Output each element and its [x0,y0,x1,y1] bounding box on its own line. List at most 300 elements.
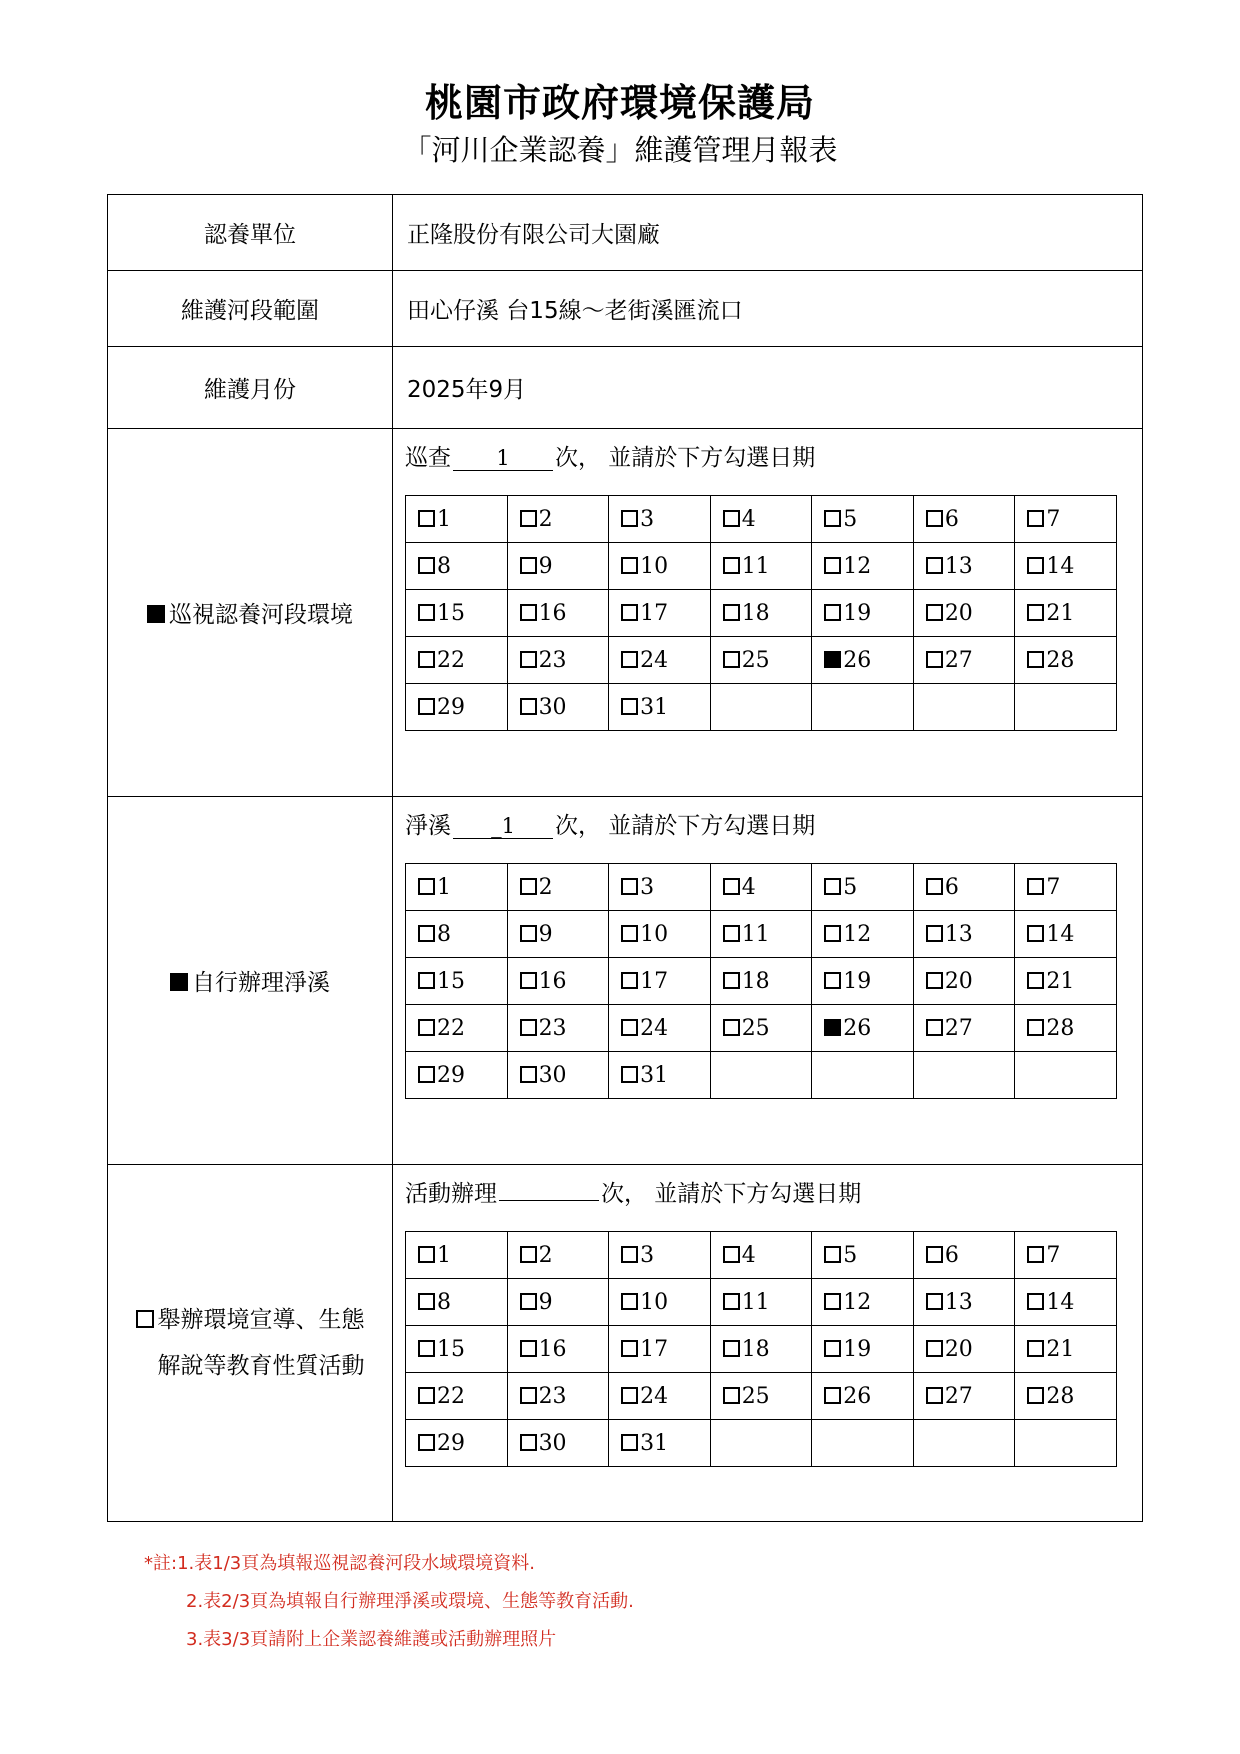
range-label: 維護河段範圍 [108,271,393,347]
day-number: 8 [437,553,451,579]
day-number: 27 [944,1015,973,1041]
day-number: 8 [437,1289,451,1315]
day-checkbox[interactable] [926,604,943,621]
day-checkbox[interactable] [621,925,638,942]
day-checkbox[interactable] [926,878,943,895]
day-cell [710,637,812,684]
day-checkbox[interactable] [418,1340,435,1357]
day-checkbox[interactable] [723,1387,740,1404]
day-number: 31 [640,1062,669,1088]
day-cell [507,1005,609,1052]
date-grid [405,863,1117,1099]
day-checkbox[interactable] [824,651,841,668]
day-cell [406,496,508,543]
day-cell [1015,1232,1117,1279]
day-cell [609,958,711,1005]
day-checkbox[interactable] [723,878,740,895]
day-number: 12 [843,1289,872,1315]
day-number: 31 [640,694,669,720]
day-cell [1015,1326,1117,1373]
day-cell [1015,496,1117,543]
day-cell [913,1232,1015,1279]
section-label: 巡視認養河段環境 [108,429,393,797]
day-checkbox[interactable] [926,1387,943,1404]
day-cell [609,543,711,590]
day-checkbox[interactable] [418,1434,435,1451]
day-checkbox[interactable] [621,1066,638,1083]
section-label: 自行辦理淨溪 [108,797,393,1165]
day-cell [406,543,508,590]
day-checkbox[interactable] [418,557,435,574]
day-number: 27 [944,647,973,673]
day-number: 19 [843,600,872,626]
day-number: 14 [1046,921,1075,947]
day-number: 7 [1046,874,1061,900]
day-cell [710,911,812,958]
day-cell [1015,1279,1117,1326]
day-checkbox[interactable] [723,651,740,668]
empty-cell [1015,1420,1117,1467]
day-checkbox[interactable] [926,1246,943,1263]
empty-cell [913,1420,1015,1467]
day-number: 25 [741,647,770,673]
day-cell [710,1326,812,1373]
day-checkbox[interactable] [621,1246,638,1263]
day-checkbox[interactable] [824,925,841,942]
day-checkbox[interactable] [1027,1019,1044,1036]
day-number: 11 [741,1289,770,1315]
day-cell [609,1232,711,1279]
day-checkbox[interactable] [520,510,537,527]
day-cell [1015,911,1117,958]
day-number: 5 [843,874,858,900]
day-checkbox[interactable] [418,510,435,527]
day-cell [913,637,1015,684]
day-cell [812,590,914,637]
day-cell [609,1005,711,1052]
day-number: 16 [538,600,567,626]
section-checkbox[interactable] [136,1310,154,1328]
day-cell [710,1279,812,1326]
day-number: 22 [437,1383,465,1409]
day-number: 3 [640,874,655,900]
count-field[interactable]: _1 [453,814,553,839]
day-number: 9 [538,921,553,947]
day-cell [913,496,1015,543]
day-checkbox[interactable] [723,972,740,989]
day-number: 28 [1046,1383,1075,1409]
day-number: 12 [843,553,872,579]
day-cell [507,496,609,543]
section-heading: 淨溪 _1 次， 並請於下方勾選日期 [405,813,816,839]
day-checkbox[interactable] [1027,557,1044,574]
empty-cell [812,684,914,731]
day-cell [913,864,1015,911]
day-checkbox[interactable] [621,1340,638,1357]
day-checkbox[interactable] [520,604,537,621]
day-checkbox[interactable] [926,925,943,942]
day-number: 13 [944,1289,973,1315]
unit-label: 認養單位 [108,195,393,271]
day-cell [1015,1005,1117,1052]
day-number: 30 [538,1062,567,1088]
section-heading: 巡查 1 次， 並請於下方勾選日期 [405,445,816,471]
section-patrol [108,429,1143,797]
day-cell [913,1326,1015,1373]
day-cell [406,590,508,637]
day-checkbox[interactable] [621,510,638,527]
day-checkbox[interactable] [418,698,435,715]
day-checkbox[interactable] [824,972,841,989]
day-cell [812,864,914,911]
day-number: 6 [944,874,959,900]
day-checkbox[interactable] [723,1293,740,1310]
day-cell [1015,864,1117,911]
day-number: 8 [437,921,451,947]
day-cell [609,1052,711,1099]
day-checkbox[interactable] [1027,1387,1044,1404]
day-number: 29 [437,1430,465,1456]
day-number: 18 [741,600,770,626]
day-cell [812,1232,914,1279]
day-checkbox[interactable] [520,925,537,942]
day-number: 22 [437,647,465,673]
day-checkbox[interactable] [1027,972,1044,989]
day-checkbox[interactable] [520,1293,537,1310]
page-subtitle: 「河川企業認養」維護管理月報表 [402,133,838,167]
day-cell [406,684,508,731]
day-checkbox[interactable] [824,557,841,574]
day-checkbox[interactable] [621,604,638,621]
day-cell [406,1052,508,1099]
day-number: 11 [741,553,770,579]
day-number: 3 [640,1242,655,1268]
day-cell [609,864,711,911]
day-checkbox[interactable] [621,1019,638,1036]
day-cell [913,1373,1015,1420]
day-number: 28 [1046,647,1075,673]
day-cell [609,1279,711,1326]
day-cell [507,1052,609,1099]
day-number: 17 [640,1336,669,1362]
day-cell [710,1005,812,1052]
day-cell [812,1279,914,1326]
note-2: 2.表2/3頁為填報自行辦理淨溪或環境、生態等教育活動. [186,1591,634,1612]
date-grid [405,495,1117,731]
footnotes [144,1545,634,1659]
day-checkbox[interactable] [520,972,537,989]
day-checkbox[interactable] [621,1293,638,1310]
day-cell [406,1279,508,1326]
empty-cell [913,1052,1015,1099]
day-cell [609,496,711,543]
day-cell [406,1420,508,1467]
count-field[interactable]: 1 [453,446,553,471]
day-checkbox[interactable] [520,1066,537,1083]
day-number: 26 [843,1015,872,1041]
day-checkbox[interactable] [520,1019,537,1036]
day-checkbox[interactable] [418,1387,435,1404]
day-checkbox[interactable] [418,925,435,942]
day-number: 9 [538,553,553,579]
day-cell [913,1279,1015,1326]
day-number: 11 [741,921,770,947]
section-cleanup [108,797,1143,1165]
day-checkbox[interactable] [520,1434,537,1451]
day-checkbox[interactable] [621,1434,638,1451]
day-cell [609,1326,711,1373]
day-checkbox[interactable] [1027,878,1044,895]
day-checkbox[interactable] [1027,925,1044,942]
day-checkbox[interactable] [418,878,435,895]
day-cell [406,637,508,684]
day-number: 6 [944,1242,959,1268]
day-number: 15 [437,600,465,626]
day-cell [609,637,711,684]
day-checkbox[interactable] [824,1019,841,1036]
day-number: 20 [944,968,973,994]
day-checkbox[interactable] [824,1293,841,1310]
day-checkbox[interactable] [824,1340,841,1357]
day-cell [406,1232,508,1279]
day-cell [507,864,609,911]
day-checkbox[interactable] [926,1019,943,1036]
day-cell [406,911,508,958]
day-number: 12 [843,921,872,947]
day-checkbox[interactable] [621,651,638,668]
day-number: 27 [944,1383,973,1409]
day-cell [406,1373,508,1420]
page-title: 桃園市政府環境保護局 [424,81,815,125]
day-checkbox[interactable] [926,557,943,574]
day-checkbox[interactable] [418,1293,435,1310]
day-cell [710,864,812,911]
day-cell [507,543,609,590]
day-number: 13 [944,921,973,947]
day-cell [812,1373,914,1420]
day-cell [406,958,508,1005]
day-cell [710,1232,812,1279]
range-value: 田心仔溪 台15線～老街溪匯流口 [393,271,1143,347]
day-cell [406,1326,508,1373]
day-number: 17 [640,968,669,994]
day-checkbox[interactable] [520,1340,537,1357]
day-cell [609,684,711,731]
empty-cell [1015,1052,1117,1099]
section-label: 舉辦環境宣導、生態 解說等教育性質活動 [108,1165,393,1522]
day-number: 7 [1046,1242,1061,1268]
empty-cell [812,1052,914,1099]
day-cell [913,1005,1015,1052]
section-checkbox[interactable] [147,605,165,623]
day-number: 23 [538,647,567,673]
day-cell [710,543,812,590]
day-checkbox[interactable] [723,925,740,942]
day-number: 10 [640,921,669,947]
day-number: 25 [741,1015,770,1041]
day-number: 23 [538,1015,567,1041]
day-number: 16 [538,968,567,994]
day-cell [609,1373,711,1420]
day-checkbox[interactable] [418,1066,435,1083]
day-number: 10 [640,553,669,579]
day-checkbox[interactable] [723,1340,740,1357]
empty-cell [710,1052,812,1099]
day-checkbox[interactable] [1027,1340,1044,1357]
day-number: 3 [640,506,655,532]
empty-cell [710,1420,812,1467]
day-number: 19 [843,1336,872,1362]
section-heading: 活動辦理 次， 並請於下方勾選日期 [405,1181,862,1207]
day-cell [1015,958,1117,1005]
day-checkbox[interactable] [418,1246,435,1263]
day-number: 26 [843,647,872,673]
day-number: 30 [538,1430,567,1456]
day-cell [507,590,609,637]
day-checkbox[interactable] [520,698,537,715]
day-checkbox[interactable] [926,1340,943,1357]
day-checkbox[interactable] [926,510,943,527]
day-number: 25 [741,1383,770,1409]
day-number: 19 [843,968,872,994]
day-cell [913,958,1015,1005]
day-cell [609,590,711,637]
day-number: 15 [437,1336,465,1362]
day-cell [1015,590,1117,637]
empty-cell [913,684,1015,731]
day-number: 24 [640,1383,669,1409]
day-number: 24 [640,1015,669,1041]
day-checkbox[interactable] [926,972,943,989]
day-number: 1 [437,506,451,532]
count-field[interactable] [499,1200,599,1201]
day-cell [812,1005,914,1052]
day-checkbox[interactable] [520,651,537,668]
day-checkbox[interactable] [621,878,638,895]
day-number: 20 [944,600,973,626]
day-checkbox[interactable] [520,557,537,574]
day-checkbox[interactable] [723,1019,740,1036]
day-cell [812,1326,914,1373]
day-cell [406,864,508,911]
empty-cell [710,684,812,731]
day-cell [710,590,812,637]
report-table [107,194,1143,1522]
day-checkbox[interactable] [1027,1293,1044,1310]
day-checkbox[interactable] [1027,604,1044,621]
day-cell [507,911,609,958]
day-checkbox[interactable] [621,972,638,989]
day-number: 4 [741,506,756,532]
day-number: 21 [1046,600,1075,626]
day-cell [812,958,914,1005]
day-checkbox[interactable] [418,651,435,668]
day-checkbox[interactable] [621,1387,638,1404]
day-number: 5 [843,506,858,532]
month-value: 2025年9月 [393,347,1143,429]
day-cell [507,1420,609,1467]
day-checkbox[interactable] [824,1387,841,1404]
day-checkbox[interactable] [520,1246,537,1263]
section-checkbox[interactable] [170,973,188,991]
day-number: 26 [843,1383,872,1409]
day-checkbox[interactable] [824,878,841,895]
day-checkbox[interactable] [418,604,435,621]
day-cell [812,911,914,958]
day-number: 23 [538,1383,567,1409]
day-number: 31 [640,1430,669,1456]
day-cell [710,496,812,543]
day-number: 15 [437,968,465,994]
day-checkbox[interactable] [926,1293,943,1310]
day-checkbox[interactable] [418,1019,435,1036]
day-cell [710,958,812,1005]
day-checkbox[interactable] [621,698,638,715]
day-number: 1 [437,874,451,900]
day-checkbox[interactable] [520,1387,537,1404]
day-checkbox[interactable] [1027,1246,1044,1263]
day-number: 2 [538,506,553,532]
day-cell [913,590,1015,637]
day-number: 10 [640,1289,669,1315]
day-number: 14 [1046,1289,1075,1315]
day-number: 24 [640,647,669,673]
day-number: 5 [843,1242,858,1268]
day-cell [1015,1373,1117,1420]
day-number: 4 [741,874,756,900]
day-number: 2 [538,1242,553,1268]
day-number: 21 [1046,968,1075,994]
date-grid [405,1231,1117,1467]
day-cell [812,637,914,684]
day-checkbox[interactable] [1027,510,1044,527]
day-checkbox[interactable] [824,1246,841,1263]
day-checkbox[interactable] [520,878,537,895]
day-cell [507,637,609,684]
day-checkbox[interactable] [418,972,435,989]
unit-value: 正隆股份有限公司大園廠 [393,195,1143,271]
day-number: 4 [741,1242,756,1268]
day-number: 17 [640,600,669,626]
day-cell [1015,543,1117,590]
day-checkbox[interactable] [723,557,740,574]
day-checkbox[interactable] [1027,651,1044,668]
day-number: 9 [538,1289,553,1315]
day-cell [710,1373,812,1420]
day-checkbox[interactable] [926,651,943,668]
day-number: 2 [538,874,553,900]
day-checkbox[interactable] [824,604,841,621]
day-checkbox[interactable] [723,510,740,527]
day-cell [507,1373,609,1420]
day-number: 16 [538,1336,567,1362]
day-checkbox[interactable] [824,510,841,527]
day-checkbox[interactable] [723,1246,740,1263]
day-cell [913,911,1015,958]
day-number: 21 [1046,1336,1075,1362]
day-number: 30 [538,694,567,720]
day-number: 7 [1046,506,1061,532]
month-label: 維護月份 [108,347,393,429]
section-activity [108,1165,1143,1522]
empty-cell [1015,684,1117,731]
day-checkbox[interactable] [723,604,740,621]
day-checkbox[interactable] [621,557,638,574]
day-number: 18 [741,968,770,994]
day-number: 13 [944,553,973,579]
day-cell [507,1232,609,1279]
day-cell [507,958,609,1005]
